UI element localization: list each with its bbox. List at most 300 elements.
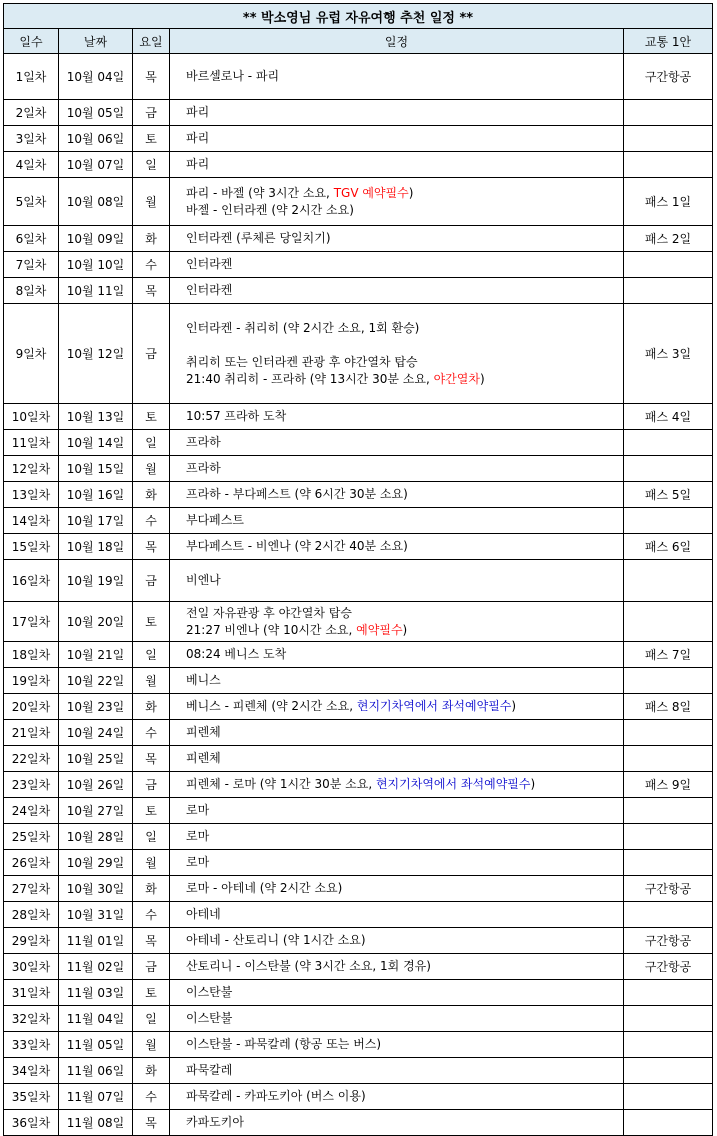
table-row — [4, 1084, 713, 1110]
itinerary-table — [3, 3, 713, 1136]
table-row — [4, 126, 713, 152]
day-cell: 26일차 — [4, 850, 59, 876]
transport-cell — [624, 456, 713, 482]
day-cell: 7일차 — [4, 252, 59, 278]
schedule-cell — [170, 772, 624, 798]
schedule-text: 바르셀로나 - 파리 — [186, 69, 280, 83]
weekday-cell: 일 — [133, 152, 170, 178]
day-cell: 27일차 — [4, 876, 59, 902]
weekday-cell: 월 — [133, 1032, 170, 1058]
schedule-text: 인터라켄 — [186, 257, 233, 271]
table-row — [4, 980, 713, 1006]
schedule-text: 이스탄불 — [186, 1011, 233, 1025]
schedule-text: 산토리니 - 이스탄불 (약 3시간 소요, 1회 경유) — [186, 959, 431, 973]
schedule-cell — [170, 954, 624, 980]
schedule-cell — [170, 508, 624, 534]
schedule-line — [186, 906, 623, 923]
weekday-cell: 목 — [133, 278, 170, 304]
date-cell: 11월 08일 — [59, 1110, 133, 1136]
header-row — [4, 29, 713, 54]
table-row — [4, 508, 713, 534]
schedule-text: 바젤 - 인터라켄 (약 2시간 소요) — [186, 202, 354, 217]
schedule-text: 피렌체 — [186, 725, 221, 739]
transport-cell — [624, 126, 713, 152]
schedule-text: 파리 — [186, 157, 210, 171]
table-row — [4, 798, 713, 824]
schedule-line — [186, 984, 623, 1001]
transport-cell: 패스 3일 — [624, 304, 713, 404]
date-cell: 10월 08일 — [59, 178, 133, 226]
transport-cell — [624, 152, 713, 178]
transport-cell — [624, 720, 713, 746]
schedule-text: 파리 — [186, 105, 210, 119]
schedule-line — [186, 1010, 623, 1027]
day-cell: 6일차 — [4, 226, 59, 252]
weekday-cell: 금 — [133, 954, 170, 980]
transport-cell: 패스 7일 — [624, 642, 713, 668]
schedule-text: ) — [479, 371, 485, 386]
weekday-cell: 일 — [133, 642, 170, 668]
transport-cell: 패스 1일 — [624, 178, 713, 226]
transport-cell: 구간항공 — [624, 954, 713, 980]
day-cell: 22일차 — [4, 746, 59, 772]
table-row — [4, 824, 713, 850]
schedule-note-blue: 현지기차역에서 좌석예약필수 — [375, 777, 531, 791]
schedule-cell — [170, 278, 624, 304]
transport-cell — [624, 850, 713, 876]
schedule-line — [186, 1062, 623, 1079]
schedule-line — [186, 434, 623, 451]
date-cell: 10월 14일 — [59, 430, 133, 456]
day-cell: 23일차 — [4, 772, 59, 798]
date-cell: 10월 31일 — [59, 902, 133, 928]
day-cell: 21일차 — [4, 720, 59, 746]
schedule-text: 취리히 또는 인터라켄 관광 후 야간열차 탑승 — [186, 354, 418, 369]
weekday-cell: 금 — [133, 100, 170, 126]
schedule-line — [186, 371, 623, 388]
schedule-cell — [170, 54, 624, 100]
schedule-text: 피렌체 - 로마 (약 1시간 30분 소요, — [186, 777, 376, 791]
table-row — [4, 560, 713, 602]
weekday-cell: 화 — [133, 694, 170, 720]
itinerary-sheet — [3, 3, 712, 1136]
schedule-text: 아테네 - 산토리니 (약 1시간 소요) — [186, 933, 366, 947]
table-row — [4, 456, 713, 482]
date-cell: 10월 27일 — [59, 798, 133, 824]
schedule-cell — [170, 602, 624, 642]
date-cell: 10월 18일 — [59, 534, 133, 560]
transport-cell — [624, 824, 713, 850]
day-cell: 30일차 — [4, 954, 59, 980]
schedule-cell — [170, 226, 624, 252]
weekday-cell: 목 — [133, 534, 170, 560]
schedule-note-red: TGV 예약필수 — [333, 185, 409, 200]
schedule-text: 전일 자유관광 후 야간열차 탑승 — [186, 605, 352, 620]
schedule-line — [186, 1036, 623, 1053]
date-cell: 10월 15일 — [59, 456, 133, 482]
day-cell: 16일차 — [4, 560, 59, 602]
transport-cell: 구간항공 — [624, 876, 713, 902]
table-row — [4, 304, 713, 404]
schedule-text: 카파도키아 — [186, 1115, 244, 1129]
date-cell: 10월 11일 — [59, 278, 133, 304]
table-row — [4, 482, 713, 508]
date-cell: 11월 07일 — [59, 1084, 133, 1110]
schedule-text: 인터라켄 (루체른 당일치기) — [186, 231, 331, 245]
day-cell: 12일차 — [4, 456, 59, 482]
table-row — [4, 252, 713, 278]
schedule-text: 21:27 비엔나 (약 10시간 소요, — [186, 622, 357, 637]
header-date: 날짜 — [59, 29, 133, 54]
table-row — [4, 278, 713, 304]
schedule-cell — [170, 876, 624, 902]
transport-cell — [624, 430, 713, 456]
schedule-text: 프라하 — [186, 435, 221, 449]
schedule-cell — [170, 430, 624, 456]
transport-cell: 패스 6일 — [624, 534, 713, 560]
schedule-text: 이스탄불 - 파묵칼레 (항공 또는 버스) — [186, 1037, 382, 1051]
schedule-cell — [170, 694, 624, 720]
date-cell: 10월 12일 — [59, 304, 133, 404]
day-cell: 36일차 — [4, 1110, 59, 1136]
schedule-line — [186, 622, 623, 639]
header-day: 일수 — [4, 29, 59, 54]
schedule-line — [186, 724, 623, 741]
weekday-cell: 토 — [133, 980, 170, 1006]
date-cell: 10월 29일 — [59, 850, 133, 876]
schedule-line — [186, 776, 623, 793]
schedule-line — [186, 1088, 623, 1105]
schedule-text: 부다페스트 — [186, 513, 244, 527]
weekday-cell: 목 — [133, 54, 170, 100]
weekday-cell: 목 — [133, 928, 170, 954]
transport-cell — [624, 798, 713, 824]
header-schedule: 일정 — [170, 29, 624, 54]
transport-cell — [624, 508, 713, 534]
table-row — [4, 642, 713, 668]
schedule-text: 파묵칼레 - 카파도키아 (버스 이용) — [186, 1089, 366, 1103]
schedule-line — [186, 320, 623, 337]
schedule-line — [186, 605, 623, 622]
schedule-cell — [170, 720, 624, 746]
schedule-cell — [170, 1058, 624, 1084]
date-cell: 10월 04일 — [59, 54, 133, 100]
date-cell: 11월 02일 — [59, 954, 133, 980]
schedule-cell — [170, 404, 624, 430]
date-cell: 10월 20일 — [59, 602, 133, 642]
schedule-text: ) — [530, 777, 536, 791]
schedule-line — [186, 538, 623, 555]
schedule-line — [186, 354, 623, 371]
day-cell: 17일차 — [4, 602, 59, 642]
day-cell: 35일차 — [4, 1084, 59, 1110]
date-cell: 11월 01일 — [59, 928, 133, 954]
schedule-line — [186, 202, 623, 219]
schedule-line — [186, 230, 623, 247]
schedule-line — [186, 104, 623, 121]
schedule-cell — [170, 902, 624, 928]
transport-cell — [624, 980, 713, 1006]
transport-cell: 구간항공 — [624, 54, 713, 100]
weekday-cell: 화 — [133, 482, 170, 508]
date-cell: 11월 05일 — [59, 1032, 133, 1058]
day-cell: 32일차 — [4, 1006, 59, 1032]
day-cell: 33일차 — [4, 1032, 59, 1058]
schedule-text: 21:40 취리히 - 프라하 (약 13시간 30분 소요, — [186, 371, 434, 386]
day-cell: 29일차 — [4, 928, 59, 954]
schedule-text: 파리 — [186, 131, 210, 145]
transport-cell — [624, 668, 713, 694]
weekday-cell: 금 — [133, 772, 170, 798]
header-transport: 교통 1안 — [624, 29, 713, 54]
schedule-text: 프라하 — [186, 461, 221, 475]
day-cell: 24일차 — [4, 798, 59, 824]
schedule-cell — [170, 798, 624, 824]
weekday-cell: 월 — [133, 850, 170, 876]
schedule-text: 이스탄불 — [186, 985, 233, 999]
schedule-line — [186, 256, 623, 273]
schedule-cell — [170, 482, 624, 508]
header-weekday: 요일 — [133, 29, 170, 54]
schedule-line — [186, 185, 623, 202]
weekday-cell: 일 — [133, 824, 170, 850]
table-row — [4, 850, 713, 876]
day-cell: 15일차 — [4, 534, 59, 560]
weekday-cell: 일 — [133, 430, 170, 456]
transport-cell — [624, 1006, 713, 1032]
schedule-cell — [170, 456, 624, 482]
table-row — [4, 668, 713, 694]
schedule-line — [186, 408, 623, 425]
day-cell: 2일차 — [4, 100, 59, 126]
table-row — [4, 404, 713, 430]
weekday-cell: 목 — [133, 746, 170, 772]
date-cell: 10월 19일 — [59, 560, 133, 602]
table-row — [4, 772, 713, 798]
transport-cell — [624, 1084, 713, 1110]
table-row — [4, 430, 713, 456]
weekday-cell: 월 — [133, 456, 170, 482]
schedule-text: 베니스 — [186, 673, 221, 687]
schedule-cell — [170, 304, 624, 404]
schedule-note-red: 야간열차 — [433, 371, 480, 386]
schedule-cell — [170, 1006, 624, 1032]
date-cell: 10월 25일 — [59, 746, 133, 772]
weekday-cell: 금 — [133, 304, 170, 404]
table-row — [4, 1006, 713, 1032]
itinerary-rows — [4, 54, 713, 1136]
schedule-cell — [170, 980, 624, 1006]
day-cell: 5일차 — [4, 178, 59, 226]
date-cell: 11월 03일 — [59, 980, 133, 1006]
schedule-text: 아테네 — [186, 907, 221, 921]
schedule-text: 10:57 프라하 도착 — [186, 409, 287, 423]
schedule-cell — [170, 1084, 624, 1110]
table-row — [4, 720, 713, 746]
schedule-text: 인터라켄 — [186, 283, 233, 297]
date-cell: 11월 06일 — [59, 1058, 133, 1084]
schedule-cell — [170, 824, 624, 850]
weekday-cell: 화 — [133, 876, 170, 902]
day-cell: 1일차 — [4, 54, 59, 100]
day-cell: 4일차 — [4, 152, 59, 178]
schedule-text: ) — [511, 699, 517, 713]
schedule-text: 로마 - 아테네 (약 2시간 소요) — [186, 881, 343, 895]
table-row — [4, 1032, 713, 1058]
weekday-cell: 일 — [133, 1006, 170, 1032]
transport-cell — [624, 278, 713, 304]
weekday-cell: 목 — [133, 1110, 170, 1136]
table-row — [4, 902, 713, 928]
schedule-text: 비엔나 — [186, 573, 221, 587]
schedule-line — [186, 880, 623, 897]
table-row — [4, 178, 713, 226]
date-cell: 10월 13일 — [59, 404, 133, 430]
weekday-cell: 화 — [133, 1058, 170, 1084]
weekday-cell: 월 — [133, 178, 170, 226]
schedule-line — [186, 486, 623, 503]
schedule-line — [186, 750, 623, 767]
table-row — [4, 876, 713, 902]
schedule-line — [186, 672, 623, 689]
weekday-cell: 토 — [133, 798, 170, 824]
date-cell: 11월 04일 — [59, 1006, 133, 1032]
date-cell: 10월 09일 — [59, 226, 133, 252]
weekday-cell: 수 — [133, 1084, 170, 1110]
schedule-cell — [170, 668, 624, 694]
table-row — [4, 54, 713, 100]
weekday-cell: 수 — [133, 252, 170, 278]
transport-cell: 패스 5일 — [624, 482, 713, 508]
transport-cell — [624, 902, 713, 928]
schedule-line — [186, 337, 623, 354]
transport-cell — [624, 560, 713, 602]
schedule-cell — [170, 152, 624, 178]
weekday-cell: 수 — [133, 902, 170, 928]
table-row — [4, 1058, 713, 1084]
day-cell: 11일차 — [4, 430, 59, 456]
schedule-cell — [170, 928, 624, 954]
day-cell: 13일차 — [4, 482, 59, 508]
weekday-cell: 화 — [133, 226, 170, 252]
weekday-cell: 토 — [133, 404, 170, 430]
day-cell: 3일차 — [4, 126, 59, 152]
weekday-cell: 토 — [133, 602, 170, 642]
schedule-cell — [170, 642, 624, 668]
schedule-text: ) — [408, 185, 414, 200]
date-cell: 10월 10일 — [59, 252, 133, 278]
table-row — [4, 100, 713, 126]
day-cell: 31일차 — [4, 980, 59, 1006]
weekday-cell: 수 — [133, 720, 170, 746]
date-cell: 10월 30일 — [59, 876, 133, 902]
schedule-line — [186, 460, 623, 477]
day-cell: 19일차 — [4, 668, 59, 694]
transport-cell — [624, 252, 713, 278]
table-row — [4, 954, 713, 980]
day-cell: 14일차 — [4, 508, 59, 534]
transport-cell — [624, 746, 713, 772]
schedule-text: 로마 — [186, 855, 210, 869]
schedule-line — [186, 572, 623, 589]
date-cell: 10월 05일 — [59, 100, 133, 126]
transport-cell: 패스 9일 — [624, 772, 713, 798]
schedule-text: 파리 - 바젤 (약 3시간 소요, — [186, 185, 334, 200]
schedule-cell — [170, 126, 624, 152]
date-cell: 10월 28일 — [59, 824, 133, 850]
date-cell: 10월 24일 — [59, 720, 133, 746]
schedule-text: ) — [402, 622, 408, 637]
date-cell: 10월 21일 — [59, 642, 133, 668]
schedule-text: 부다페스트 - 비엔나 (약 2시간 40분 소요) — [186, 539, 408, 553]
schedule-text: 08:24 베니스 도착 — [186, 647, 287, 661]
schedule-cell — [170, 746, 624, 772]
transport-cell: 패스 2일 — [624, 226, 713, 252]
schedule-cell — [170, 534, 624, 560]
table-row — [4, 928, 713, 954]
schedule-text: 피렌체 — [186, 751, 221, 765]
weekday-cell: 금 — [133, 560, 170, 602]
schedule-line — [186, 698, 623, 715]
table-row — [4, 694, 713, 720]
table-row — [4, 152, 713, 178]
schedule-line — [186, 68, 623, 85]
transport-cell: 구간항공 — [624, 928, 713, 954]
schedule-cell — [170, 252, 624, 278]
transport-cell — [624, 1032, 713, 1058]
sheet-title: ** 박소영님 유럽 자유여행 추천 일정 ** — [4, 4, 713, 29]
day-cell: 10일차 — [4, 404, 59, 430]
transport-cell — [624, 1058, 713, 1084]
schedule-text: 로마 — [186, 829, 210, 843]
day-cell: 18일차 — [4, 642, 59, 668]
schedule-cell — [170, 560, 624, 602]
schedule-line — [186, 1114, 623, 1131]
schedule-line — [186, 156, 623, 173]
schedule-text: 파묵칼레 — [186, 1063, 233, 1077]
day-cell: 8일차 — [4, 278, 59, 304]
table-row — [4, 534, 713, 560]
transport-cell: 패스 4일 — [624, 404, 713, 430]
schedule-cell — [170, 100, 624, 126]
schedule-text: 인터라켄 - 취리히 (약 2시간 소요, 1회 환승) — [186, 320, 420, 335]
weekday-cell: 월 — [133, 668, 170, 694]
schedule-line — [186, 646, 623, 663]
schedule-line — [186, 828, 623, 845]
date-cell: 10월 16일 — [59, 482, 133, 508]
schedule-text: 베니스 - 피렌체 (약 2시간 소요, — [186, 699, 357, 713]
date-cell: 10월 22일 — [59, 668, 133, 694]
table-row — [4, 226, 713, 252]
transport-cell — [624, 602, 713, 642]
date-cell: 10월 26일 — [59, 772, 133, 798]
schedule-line — [186, 958, 623, 975]
schedule-line — [186, 802, 623, 819]
schedule-cell — [170, 1032, 624, 1058]
day-cell: 20일차 — [4, 694, 59, 720]
schedule-note-blue: 현지기차역에서 좌석예약필수 — [356, 699, 512, 713]
day-cell: 9일차 — [4, 304, 59, 404]
day-cell: 25일차 — [4, 824, 59, 850]
weekday-cell: 수 — [133, 508, 170, 534]
schedule-line — [186, 932, 623, 949]
schedule-line — [186, 512, 623, 529]
schedule-line — [186, 282, 623, 299]
date-cell: 10월 23일 — [59, 694, 133, 720]
schedule-text: 로마 — [186, 803, 210, 817]
table-row — [4, 602, 713, 642]
table-row — [4, 746, 713, 772]
